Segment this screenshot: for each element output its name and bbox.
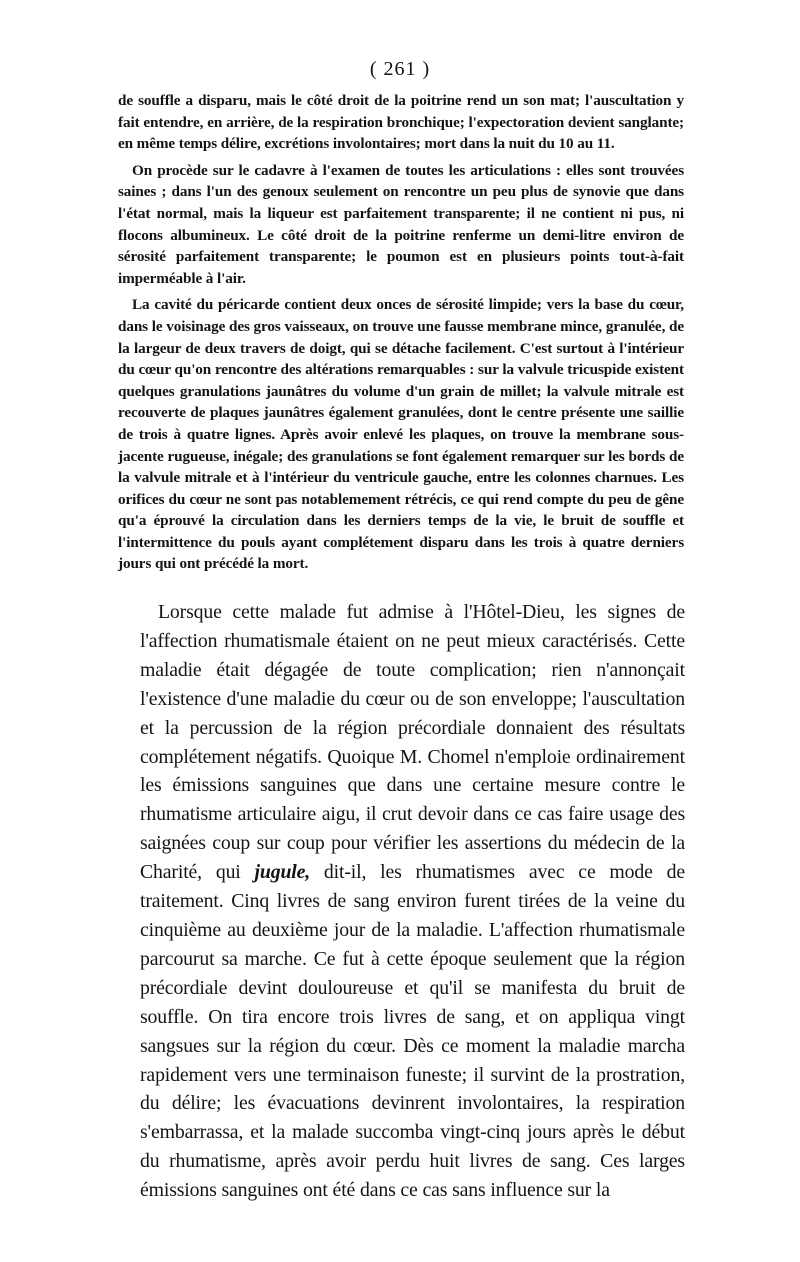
- commentary-italic-word: jugule,: [254, 861, 311, 884]
- case-notes: [118, 90, 684, 580]
- commentary-text-1: Lorsque cette malade fut admise à l'Hôtel-Dieu, les signes de l'affection rhumatismale étaient on ne peut mieux caractérisés. Cette maladie était dégagée de toute complication; rien n'annonçait l'existence d'une maladie du cœur ou de son enveloppe; l'auscultation et la percussion de la région précordiale donnaient des résultats complétement négatifs. Quoique M. Chomel n'emploie ordinairement les émissions sanguines que dans une certaine mesure contre le rhumatisme articulaire aigu, il crut devoir dans ce cas faire usage des saignées coup sur coup pour vérifier les assertions du médecin de la Charité, qui: [140, 601, 685, 884]
- commentary-paragraph: [140, 598, 685, 1205]
- case-notes-paragraph-3: La cavité du péricarde contient deux onces de sérosité limpide; vers la base du cœur, dans le voisinage des gros vaisseaux, on trouve une fausse membrane mince, granulée, de la largeur de deux travers de doigt, qui se détache facilement. C'est surtout à l'intérieur du cœur qu'on rencontre des altérations remarquables : sur la valvule tricuspide existent quelques granulations jaunâtres du volume d'un grain de millet; la valvule mitrale est recouverte de plaques jaunâtres également granulées, dont le centre présente une saillie de trois à quatre lignes. Après avoir enlevé les plaques, on trouve la membrane sous-jacente rugueuse, inégale; des granulations se font également remarquer sur les bords de la valvule mitrale et à l'intérieur du ventricule gauche, entre les colonnes charnues. Les orifices du cœur ne sont pas notablemement rétrécis, ce qui rend compte du peu de gêne qu'a éprouvé la circulation dans les derniers temps de la vie, le bruit de souffle et l'intermittence du pouls ayant complétement disparu dans les trois à quatre derniers jours qui ont précédé la mort.: [118, 296, 684, 573]
- case-notes-paragraph-1: de souffle a disparu, mais le côté droit de la poitrine rend un son mat; l'auscultation y fait entendre, en arrière, de la respiration bronchique; l'expectoration devient sanglante; en même temps délire, excrétions involontaires; mort dans la nuit du 10 au 11.: [118, 92, 684, 153]
- commentary-text-2: dit-il, les rhumatismes avec ce mode de traitement. Cinq livres de sang environ furent tirées de la veine du cinquième au deuxième jour de la maladie. L'affection rhumatismale parcourut sa marche. Ce fut à cette époque seulement que la région précordiale devint douloureuse et qu'il se manifesta du bruit de souffle. On tira encore trois livres de sang, et on appliqua vingt sangsues sur la région du cœur. Dès ce moment la maladie marcha rapidement vers une terminaison funeste; il survint de la prostration, du délire; les évacuations devinrent involontaires, la respiration s'embarrassa, et la malade succomba vingt-cinq jours après le début du rhumatisme, après avoir perdu huit livres de sang. Ces larges émissions sanguines ont été dans ce cas sans influence sur la: [140, 861, 685, 1202]
- commentary: [140, 598, 685, 1205]
- page-number: ( 261 ): [369, 58, 431, 80]
- case-notes-paragraph-2: On procède sur le cadavre à l'examen de toutes les articulations : elles sont trouvées saines ; dans l'un des genoux seulement on rencontre un peu plus de synovie que dans l'état normal, mais la liqueur est parfaitement transparente; il ne contient ni pus, ni flocons albumineux. Le côté droit de la poitrine renferme un demi-litre environ de sérosité parfaitement transparente; le poumon est en plusieurs points tout-à-fait imperméable à l'air.: [118, 161, 684, 287]
